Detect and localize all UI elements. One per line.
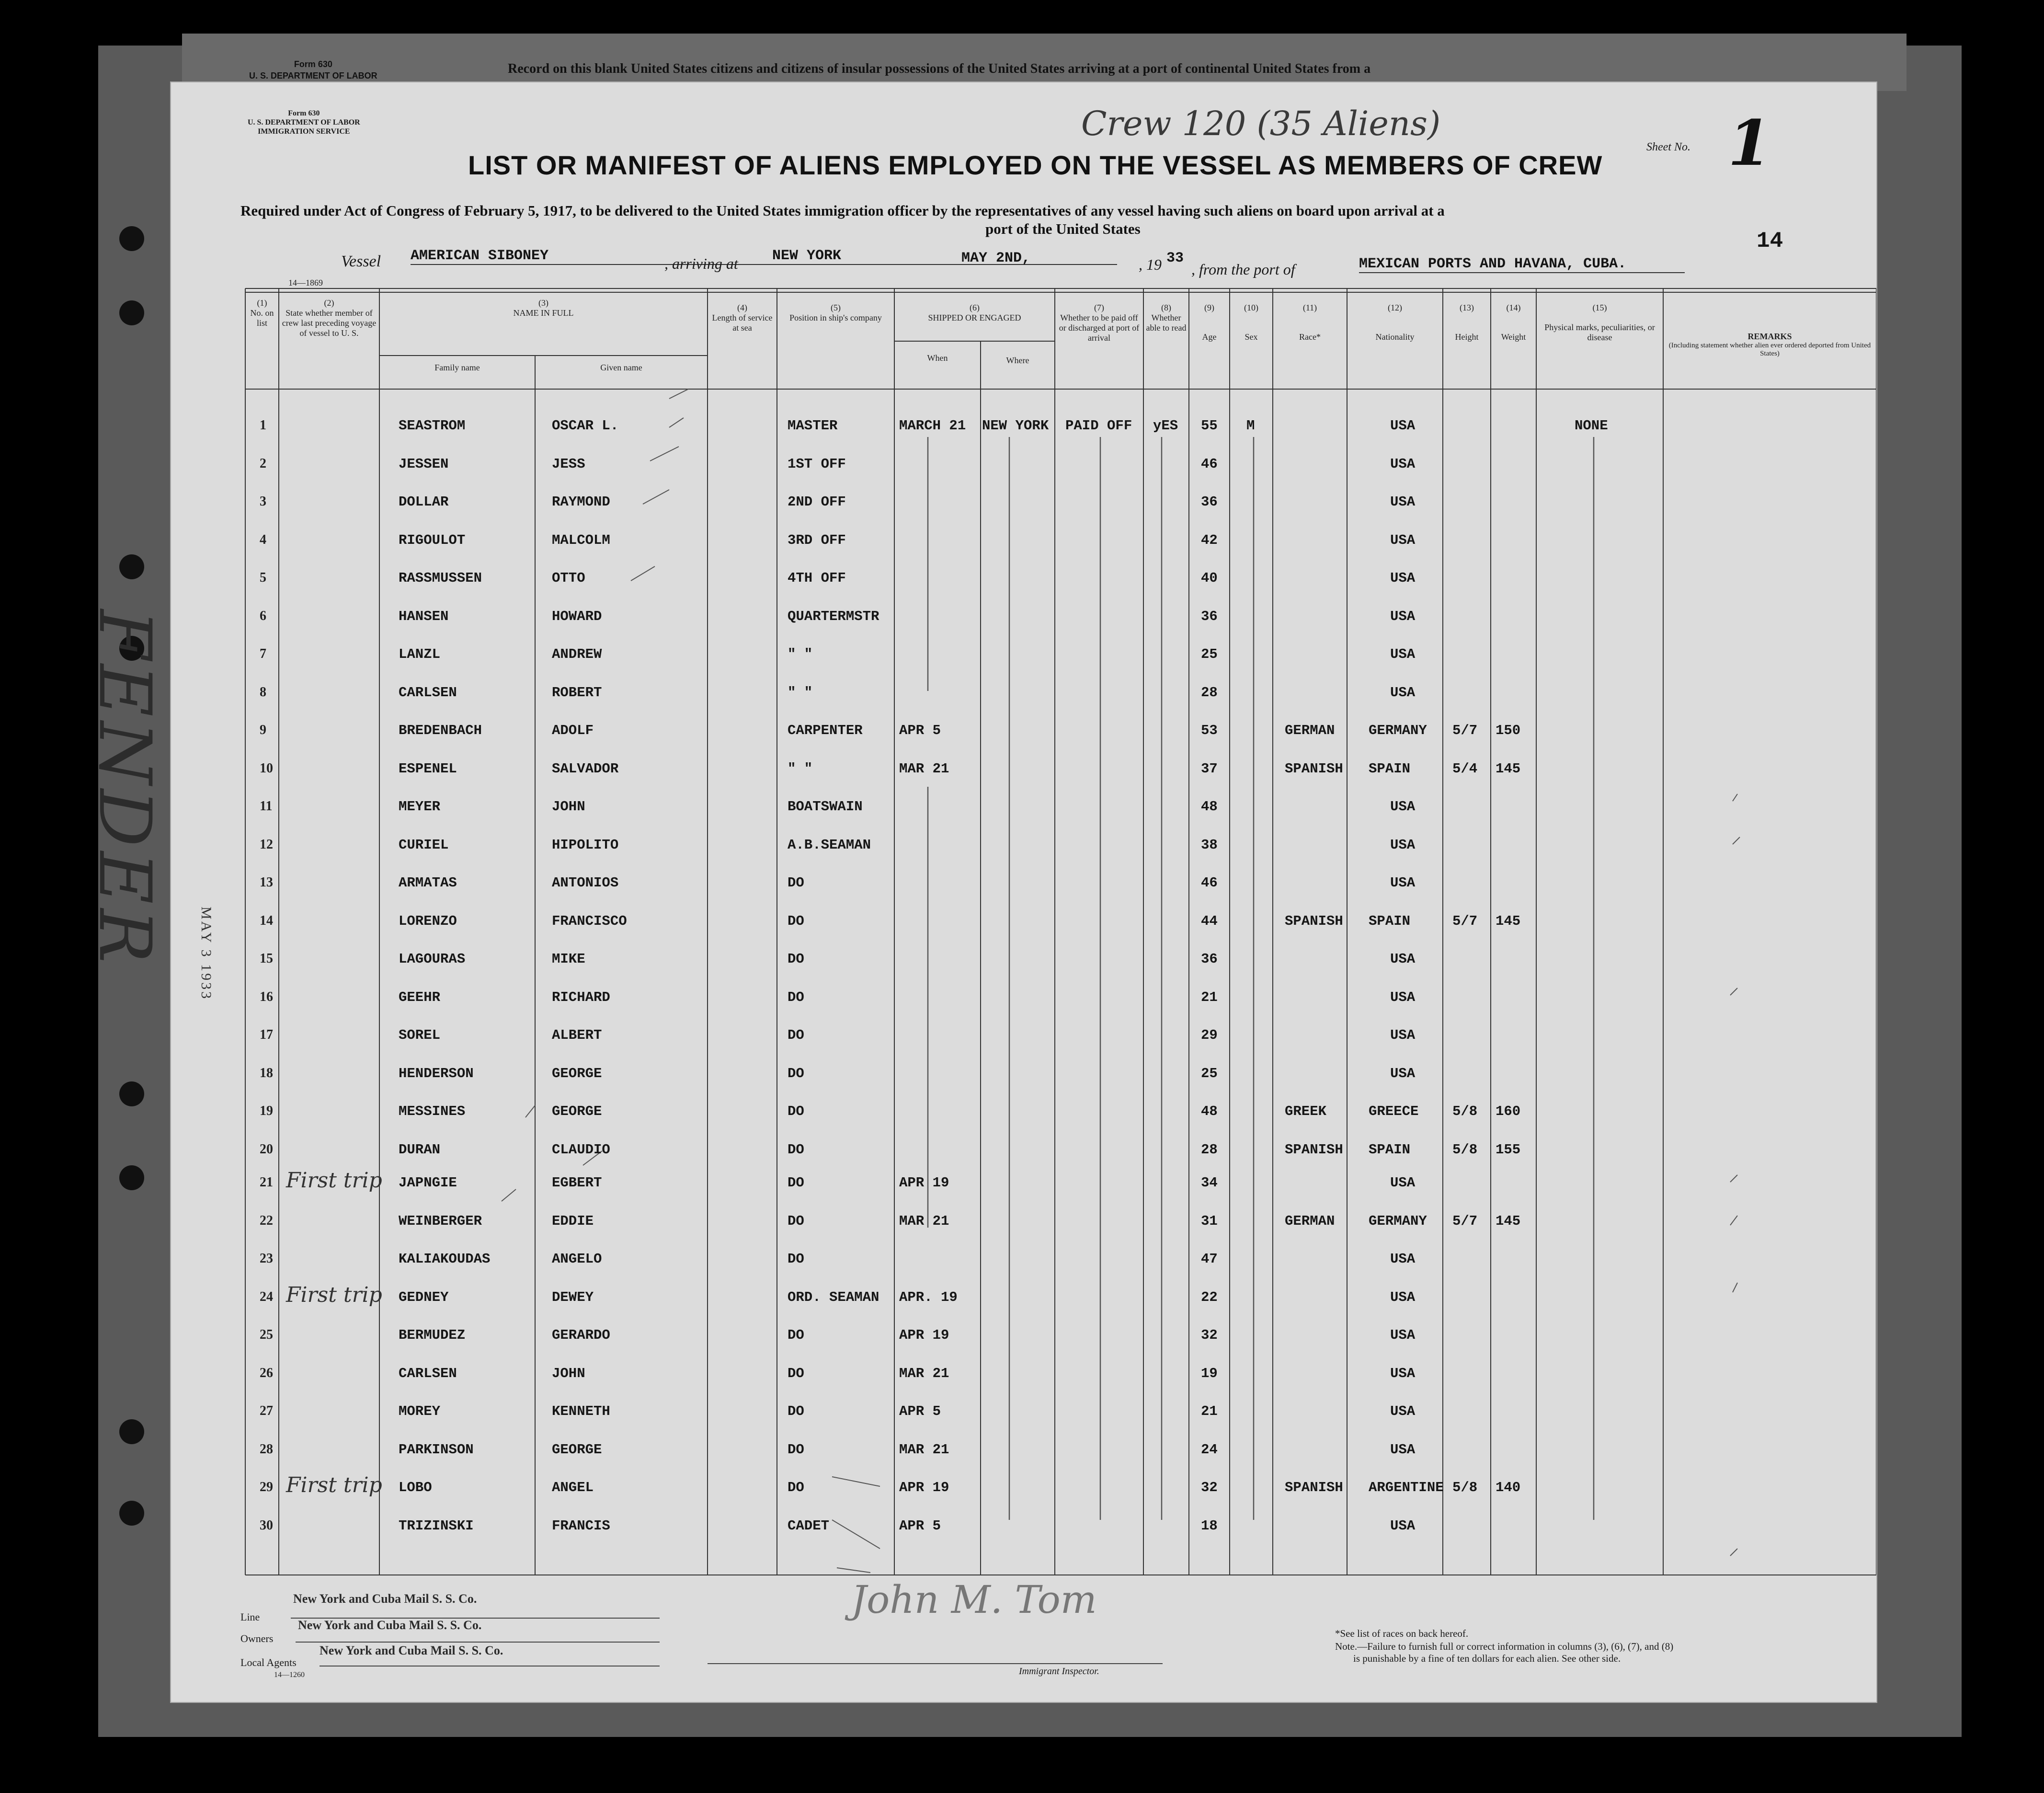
row-number: 11 — [260, 799, 273, 814]
nationality: USA — [1390, 1289, 1416, 1305]
nationality: USA — [1390, 1065, 1416, 1081]
race: GREEK — [1285, 1103, 1327, 1119]
race: SPANISH — [1285, 1141, 1343, 1158]
age: 32 — [1201, 1480, 1218, 1495]
given-name: HIPOLITO — [552, 837, 619, 853]
row-number: 9 — [260, 723, 266, 737]
position: ORD. SEAMAN — [788, 1289, 879, 1305]
col13-header: (13) Height — [1455, 303, 1479, 342]
race: GERMAN — [1285, 1213, 1335, 1229]
position: " " — [788, 684, 813, 701]
agents-code: 14—1260 — [274, 1671, 305, 1679]
form-id-block: Form 630 U. S. DEPARTMENT OF LABOR IMMIGRATION SERVICE — [248, 109, 360, 136]
age: 28 — [1201, 1141, 1218, 1158]
race: SPANISH — [1285, 913, 1343, 929]
given-name: GEORGE — [552, 1103, 602, 1119]
weight: 155 — [1496, 1141, 1521, 1158]
family-name: WEINBERGER — [399, 1213, 482, 1229]
shipped-when: APR 19 — [899, 1175, 949, 1191]
nationality: USA — [1390, 1327, 1416, 1343]
given-name: ANDREW — [552, 646, 602, 662]
nationality: USA — [1390, 456, 1416, 472]
nationality: SPAIN — [1369, 1141, 1411, 1158]
nationality: USA — [1390, 837, 1416, 853]
position: DO — [788, 875, 804, 891]
row-number: 20 — [260, 1141, 273, 1157]
weight: 145 — [1496, 1213, 1521, 1229]
nationality: USA — [1390, 951, 1416, 967]
sex: M — [1246, 418, 1255, 434]
family-name: RIGOULOT — [399, 532, 466, 548]
row-number: 25 — [260, 1327, 273, 1342]
owners-label: Owners — [240, 1632, 274, 1644]
position: DO — [788, 1027, 804, 1043]
age: 38 — [1201, 837, 1218, 853]
manifest-page — [83, 81, 1877, 1703]
family-name: CURIEL — [399, 837, 449, 853]
age: 22 — [1201, 1289, 1218, 1305]
given-name: EGBERT — [552, 1175, 602, 1191]
age: 32 — [1201, 1327, 1218, 1343]
age: 36 — [1201, 608, 1218, 624]
nationality: USA — [1390, 532, 1416, 548]
given-name: DEWEY — [552, 1289, 594, 1305]
age: 25 — [1201, 646, 1218, 662]
row-number: 16 — [260, 989, 273, 1004]
row-number: 8 — [260, 684, 266, 700]
shipped-when: APR 19 — [899, 1480, 949, 1495]
agents-value: New York and Cuba Mail S. S. Co. — [320, 1644, 503, 1657]
race: SPANISH — [1285, 760, 1343, 777]
age: 48 — [1201, 799, 1218, 815]
col11-header: (11) Race* — [1299, 303, 1321, 342]
age: 42 — [1201, 532, 1218, 548]
where-header: Where — [1006, 356, 1029, 365]
height: 5/8 — [1452, 1141, 1478, 1158]
family-name: ESPENEL — [399, 760, 457, 777]
family-name-header: Family name — [434, 363, 480, 372]
age: 46 — [1201, 875, 1218, 891]
position: DO — [788, 1103, 804, 1119]
first-trip-note: First trip — [286, 1168, 382, 1193]
given-name: MIKE — [552, 951, 585, 967]
given-name: GEORGE — [552, 1441, 602, 1458]
row-number: 2 — [260, 456, 266, 471]
position: A.B.SEAMAN — [788, 837, 871, 853]
row-number: 26 — [260, 1365, 273, 1380]
height: 5/7 — [1452, 723, 1478, 738]
shipped-when: MARCH 21 — [899, 418, 966, 434]
nationality: USA — [1390, 1365, 1416, 1381]
given-name: GERARDO — [552, 1327, 610, 1343]
binder-hole — [119, 1419, 144, 1444]
given-name: MALCOLM — [552, 532, 610, 548]
row-number: 1 — [260, 418, 266, 433]
position: DO — [788, 1403, 804, 1419]
arrival-date: MAY 2ND, — [961, 250, 1031, 266]
arrival-port: NEW YORK — [772, 248, 1117, 265]
agents-label: Local Agents — [240, 1656, 297, 1668]
vessel-name: AMERICAN SIBONEY — [411, 248, 827, 265]
family-name: RASSMUSSEN — [399, 570, 482, 586]
family-name: HANSEN — [399, 608, 449, 624]
given-name: ANGEL — [552, 1480, 594, 1495]
age: 28 — [1201, 684, 1218, 701]
back-form-note: Record on this blank United States citizens and citizens of insular possessions of the United States arriving at a port of continental United States from a — [508, 61, 1371, 76]
row-number: 3 — [260, 494, 266, 509]
row-number: 12 — [260, 837, 273, 852]
age: 31 — [1201, 1213, 1218, 1229]
vessel-label: Vessel — [341, 253, 381, 270]
position: DO — [788, 1365, 804, 1381]
arriving-label: , arriving at — [664, 255, 738, 272]
arrival-year: 33 — [1166, 250, 1184, 266]
penalty-note-1: Note.—Failure to furnish full or correct information in columns (3), (6), (7), and (8) — [1335, 1641, 1674, 1652]
col3-header: (3) NAME IN FULL — [513, 298, 574, 318]
nationality: USA — [1390, 799, 1416, 815]
nationality: SPAIN — [1369, 760, 1411, 777]
family-name: PARKINSON — [399, 1441, 474, 1458]
family-name: LORENZO — [399, 913, 457, 929]
row-number: 23 — [260, 1251, 273, 1266]
position: 4TH OFF — [788, 570, 846, 586]
nationality: USA — [1390, 875, 1416, 891]
nationality: USA — [1390, 1251, 1416, 1267]
row-number: 18 — [260, 1065, 273, 1080]
given-name: ADOLF — [552, 723, 594, 738]
position: 2ND OFF — [788, 494, 846, 510]
family-name: LAGOURAS — [399, 951, 466, 967]
age: 37 — [1201, 760, 1218, 777]
age: 46 — [1201, 456, 1218, 472]
race: GERMAN — [1285, 723, 1335, 738]
family-name: ARMATAS — [399, 875, 457, 891]
binder-hole — [119, 554, 144, 579]
nationality: USA — [1390, 418, 1416, 434]
age: 24 — [1201, 1441, 1218, 1458]
given-name: FRANCIS — [552, 1517, 610, 1534]
signature-line — [660, 1625, 1187, 1673]
shipped-when: MAR 21 — [899, 1365, 949, 1381]
row-number: 22 — [260, 1213, 273, 1228]
nationality: USA — [1390, 1517, 1416, 1534]
given-name: ALBERT — [552, 1027, 602, 1043]
age: 21 — [1201, 1403, 1218, 1419]
shipped-where: NEW YORK — [982, 418, 1049, 434]
subtitle-line-1: Required under Act of Congress of February 5, 1917, to be delivered to the United States immigration officer by the representatives of any vessel having such aliens on board upon arrival at a — [240, 202, 1445, 219]
age: 36 — [1201, 494, 1218, 510]
row-number: 14 — [260, 913, 273, 928]
inspector-signature: John M. Tom — [851, 1577, 1097, 1622]
age: 48 — [1201, 1103, 1218, 1119]
position: BOATSWAIN — [788, 799, 863, 815]
nationality: GERMANY — [1369, 723, 1427, 738]
position: QUARTERMSTR — [788, 608, 879, 624]
position: DO — [788, 913, 804, 929]
back-form-heading: Form 630 U. S. DEPARTMENT OF LABOR — [249, 59, 377, 80]
weight: 160 — [1496, 1103, 1521, 1119]
position: CARPENTER — [788, 723, 863, 738]
position: MASTER — [788, 418, 838, 434]
col14-header: (14) Weight — [1501, 303, 1526, 342]
row-number: 13 — [260, 875, 273, 890]
given-name: KENNETH — [552, 1403, 610, 1419]
owners-value: New York and Cuba Mail S. S. Co. — [298, 1618, 482, 1632]
weight: 140 — [1496, 1480, 1521, 1495]
col6-header: (6) SHIPPED OR ENGAGED — [928, 303, 1021, 322]
col4-header: (4) Length of service at sea — [712, 303, 773, 333]
family-name: DURAN — [399, 1141, 441, 1158]
row-number: 10 — [260, 760, 273, 776]
row-number: 21 — [260, 1175, 273, 1190]
height: 5/7 — [1452, 1213, 1478, 1229]
age: 47 — [1201, 1251, 1218, 1267]
col12-header: (12) Nationality — [1375, 303, 1415, 342]
binder-hole — [119, 300, 144, 325]
row-number: 5 — [260, 570, 266, 585]
remarks-header: REMARKS (Including statement whether alien ever ordered deported from United States) — [1668, 332, 1871, 357]
nationality: USA — [1390, 1403, 1416, 1419]
shipped-when: APR 5 — [899, 723, 941, 738]
position: DO — [788, 1441, 804, 1458]
nationality: SPAIN — [1369, 913, 1411, 929]
family-name: JAPNGIE — [399, 1175, 457, 1191]
sheet-label: Sheet No. — [1646, 141, 1690, 153]
given-name: HOWARD — [552, 608, 602, 624]
nationality: USA — [1390, 1441, 1416, 1458]
received-stamp: MAY 3 1933 — [198, 907, 214, 1001]
page-number: 14 — [1757, 229, 1783, 253]
given-name: SALVADOR — [552, 760, 619, 777]
penalty-note-2: is punishable by a fine of ten dollars for each alien. See other side. — [1353, 1653, 1621, 1664]
age: 44 — [1201, 913, 1218, 929]
given-name-header: Given name — [600, 363, 642, 372]
family-name: HENDERSON — [399, 1065, 474, 1081]
position: DO — [788, 1327, 804, 1343]
row-number: 4 — [260, 532, 266, 547]
able-to-read: yES — [1153, 418, 1178, 434]
first-trip-note: First trip — [286, 1473, 382, 1497]
row-number: 17 — [260, 1027, 273, 1042]
given-name: ANGELO — [552, 1251, 602, 1267]
race-note: *See list of races on back hereof. — [1335, 1628, 1469, 1639]
position: DO — [788, 1141, 804, 1158]
age: 18 — [1201, 1517, 1218, 1534]
family-name: TRIZINSKI — [399, 1517, 474, 1534]
inspector-label: Immigrant Inspector. — [1019, 1666, 1099, 1677]
col1-header: (1) No. on list — [250, 298, 274, 328]
sheet-number: 1 — [1728, 106, 1771, 180]
row-number: 29 — [260, 1480, 273, 1494]
side-code: 14—1869 — [288, 278, 323, 287]
age: 55 — [1201, 418, 1218, 434]
age: 29 — [1201, 1027, 1218, 1043]
shipped-when: MAR 21 — [899, 760, 949, 777]
family-name: MEYER — [399, 799, 441, 815]
given-name: RICHARD — [552, 989, 610, 1005]
year-prefix: , 19 — [1139, 256, 1162, 273]
first-trip-note: First trip — [286, 1282, 382, 1307]
line-label: Line — [240, 1611, 260, 1623]
row-number: 27 — [260, 1403, 273, 1418]
row-number: 6 — [260, 608, 266, 623]
physical-marks: NONE — [1575, 418, 1608, 434]
position: " " — [788, 760, 813, 777]
col9-header: (9) Age — [1202, 303, 1217, 342]
given-name: JESS — [552, 456, 585, 472]
age: 53 — [1201, 723, 1218, 738]
position: CADET — [788, 1517, 830, 1534]
given-name: OTTO — [552, 570, 585, 586]
position: DO — [788, 1251, 804, 1267]
footer-rules — [252, 1601, 684, 1678]
position: " " — [788, 646, 813, 662]
subtitle-line-2: port of the United States — [985, 220, 1141, 237]
family-name: GEEHR — [399, 989, 441, 1005]
family-name: LANZL — [399, 646, 441, 662]
when-header: When — [927, 353, 948, 363]
position: DO — [788, 1175, 804, 1191]
col10-header: (10) Sex — [1244, 303, 1258, 342]
nationality: USA — [1390, 494, 1416, 510]
shipped-when: APR 5 — [899, 1517, 941, 1534]
age: 21 — [1201, 989, 1218, 1005]
row-number: 30 — [260, 1517, 273, 1533]
family-name: KALIAKOUDAS — [399, 1251, 491, 1267]
from-port-label: , from the port of — [1191, 261, 1295, 278]
given-name: JOHN — [552, 1365, 585, 1381]
nationality: USA — [1390, 1175, 1416, 1191]
position: DO — [788, 1480, 804, 1495]
position: DO — [788, 1213, 804, 1229]
nationality: USA — [1390, 646, 1416, 662]
shipped-when: APR 19 — [899, 1327, 949, 1343]
weight: 145 — [1496, 913, 1521, 929]
age: 25 — [1201, 1065, 1218, 1081]
height: 5/7 — [1452, 913, 1478, 929]
line-value: New York and Cuba Mail S. S. Co. — [293, 1592, 477, 1606]
paid-off: PAID OFF — [1065, 418, 1132, 434]
nationality: USA — [1390, 1027, 1416, 1043]
family-name: CARLSEN — [399, 1365, 457, 1381]
binder-hole — [119, 1501, 144, 1526]
given-name: ANTONIOS — [552, 875, 619, 891]
col8-header: (8) Whether able to read — [1146, 303, 1187, 333]
weight: 150 — [1496, 723, 1521, 738]
given-name: CLAUDIO — [552, 1141, 610, 1158]
given-name: ROBERT — [552, 684, 602, 701]
race: SPANISH — [1285, 1480, 1343, 1495]
binder-hole — [119, 226, 144, 251]
given-name: OSCAR L. — [552, 418, 619, 434]
height: 5/4 — [1452, 760, 1478, 777]
family-name: MESSINES — [399, 1103, 466, 1119]
given-name: GEORGE — [552, 1065, 602, 1081]
family-name: MOREY — [399, 1403, 441, 1419]
from-port: MEXICAN PORTS AND HAVANA, CUBA. — [1359, 256, 1685, 273]
nationality: USA — [1390, 608, 1416, 624]
height: 5/8 — [1452, 1480, 1478, 1495]
shipped-when: APR 5 — [899, 1403, 941, 1419]
family-name: BERMUDEZ — [399, 1327, 466, 1343]
nationality: USA — [1390, 989, 1416, 1005]
age: 36 — [1201, 951, 1218, 967]
nationality: GERMANY — [1369, 1213, 1427, 1229]
given-name: FRANCISCO — [552, 913, 627, 929]
family-name: DOLLAR — [399, 494, 449, 510]
nationality: USA — [1390, 570, 1416, 586]
margin-handwriting: FENDER — [83, 609, 166, 968]
nationality: USA — [1390, 684, 1416, 701]
position: 1ST OFF — [788, 456, 846, 472]
page-title: LIST OR MANIFEST OF ALIENS EMPLOYED ON THE VESSEL AS MEMBERS OF CREW — [468, 150, 1603, 180]
position: DO — [788, 1065, 804, 1081]
nationality: ARGENTINE — [1369, 1480, 1444, 1495]
family-name: BREDENBACH — [399, 723, 482, 738]
row-number: 19 — [260, 1103, 273, 1118]
family-name: LOBO — [399, 1480, 432, 1495]
shipped-when: MAR 21 — [899, 1441, 949, 1458]
nationality: GREECE — [1369, 1103, 1419, 1119]
col5-header: (5) Position in ship's company — [789, 303, 882, 322]
position: 3RD OFF — [788, 532, 846, 548]
binder-hole — [119, 1165, 144, 1190]
row-number: 15 — [260, 951, 273, 966]
row-number: 24 — [260, 1289, 273, 1304]
col2-header: (2) State whether member of crew last preceding voyage of vessel to U. S. — [282, 298, 377, 338]
weight: 145 — [1496, 760, 1521, 777]
family-name: SOREL — [399, 1027, 441, 1043]
shipped-when: APR. 19 — [899, 1289, 958, 1305]
family-name: SEASTROM — [399, 418, 466, 434]
age: 40 — [1201, 570, 1218, 586]
col15-header: (15) Physical marks, peculiarities, or disease — [1544, 303, 1655, 342]
given-name: RAYMOND — [552, 494, 610, 510]
family-name: JESSEN — [399, 456, 449, 472]
family-name: GEDNEY — [399, 1289, 449, 1305]
position: DO — [788, 951, 804, 967]
height: 5/8 — [1452, 1103, 1478, 1119]
family-name: CARLSEN — [399, 684, 457, 701]
given-name: JOHN — [552, 799, 585, 815]
binder-hole — [119, 1081, 144, 1106]
col7-header: (7) Whether to be paid off or discharged at port of arrival — [1059, 303, 1140, 343]
position: DO — [788, 989, 804, 1005]
row-number: 7 — [260, 646, 266, 661]
given-name: EDDIE — [552, 1213, 594, 1229]
shipped-when: MAR 21 — [899, 1213, 949, 1229]
row-number: 28 — [260, 1441, 273, 1457]
age: 34 — [1201, 1175, 1218, 1191]
age: 19 — [1201, 1365, 1218, 1381]
handwritten-crew-count: Crew 120 (35 Aliens) — [1081, 104, 1441, 143]
